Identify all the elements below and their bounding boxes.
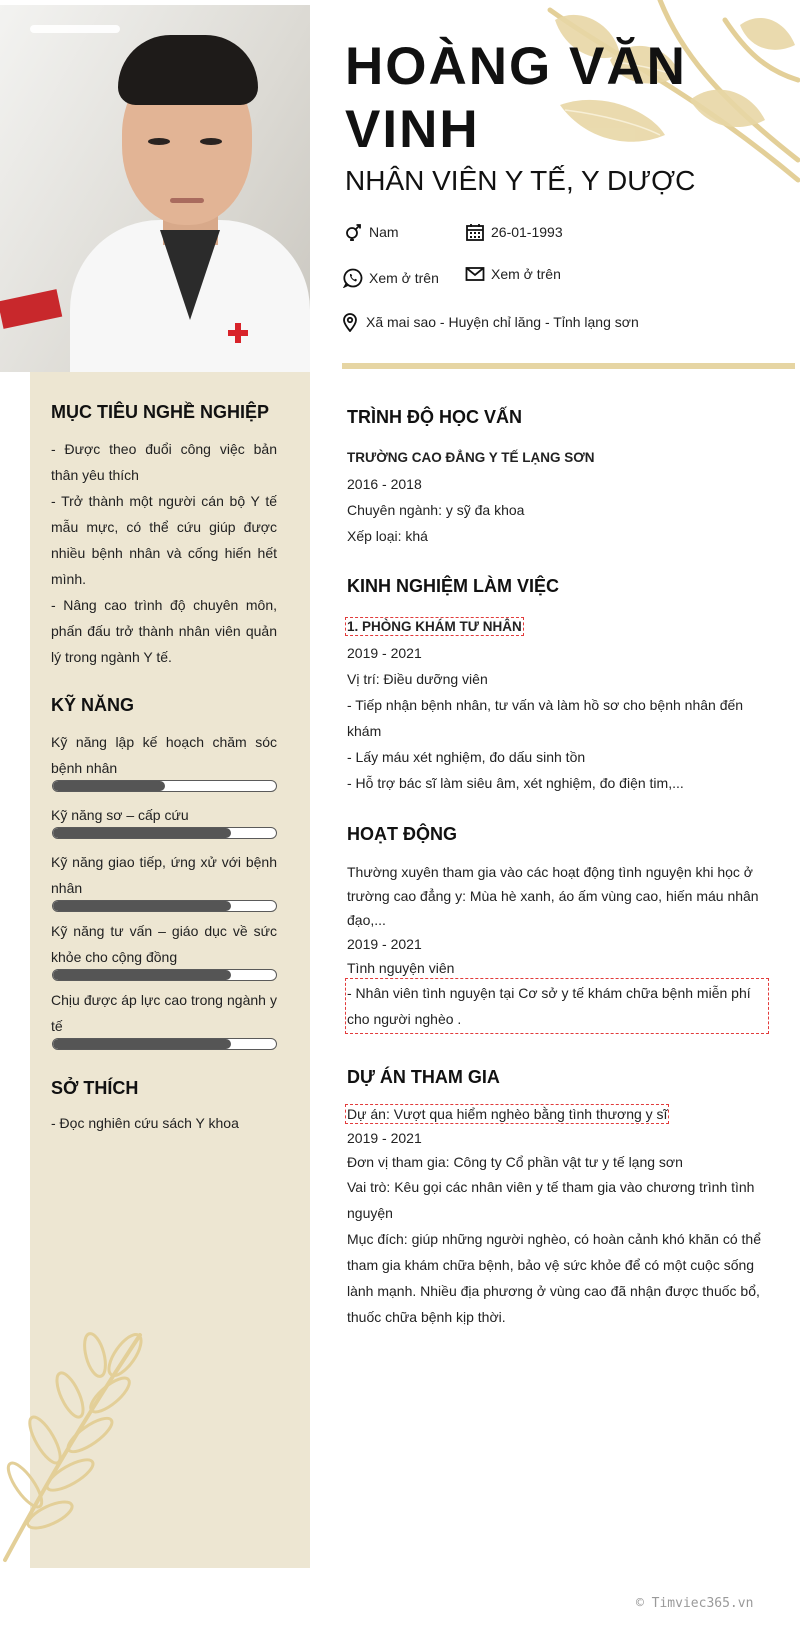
activities-description: Thường xuyên tham gia vào các hoạt động tình nguyện khi học ở trường cao đẳng y: Mùa hè xanh, áo ấm vùng cao, hiến máu nhân đạo,... xyxy=(347,864,759,928)
experience-duty: - Hỗ trợ bác sĩ làm siêu âm, xét nghiệm, đo điện tim,... xyxy=(347,775,684,791)
address-info xyxy=(340,312,639,332)
education-period: 2016 - 2018 xyxy=(347,476,422,492)
experience-period: 2019 - 2021 xyxy=(347,645,422,661)
name-line-1: HOÀNG VĂN xyxy=(345,37,687,96)
skill-level-fill xyxy=(53,901,231,911)
header-divider xyxy=(342,363,795,369)
activities-content xyxy=(347,860,767,1032)
skills-title: KỸ NĂNG xyxy=(51,695,135,715)
experience-duty: - Tiếp nhận bệnh nhân, tư vấn và làm hồ sơ cho bệnh nhân đến khám xyxy=(347,697,744,739)
phone-info xyxy=(343,268,439,288)
project-name: Dự án: Vượt qua hiểm nghèo bằng tình thương y sĩ xyxy=(347,1106,668,1122)
project-organization: Đơn vị tham gia: Công ty Cổ phần vật tư y tế lạng sơn xyxy=(347,1154,683,1170)
skill-name: Chịu được áp lực cao trong ngành y tế xyxy=(51,992,277,1034)
projects-content xyxy=(347,1102,767,1330)
hobbies-title: SỞ THÍCH xyxy=(51,1078,139,1098)
job-title: NHÂN VIÊN Y TẾ, Y DƯỢC xyxy=(345,165,696,196)
project-period: 2019 - 2021 xyxy=(347,1130,422,1146)
school-name: TRƯỜNG CAO ĐẲNG Y TẾ LẠNG SƠN xyxy=(347,450,595,465)
objective-content xyxy=(51,436,277,670)
gender-value: Nam xyxy=(369,224,399,240)
name-line-2: VINH xyxy=(345,100,480,159)
skill-level-bar xyxy=(52,969,277,981)
address-value: Xã mai sao - Huyện chỉ lăng - Tỉnh lạng sơn xyxy=(366,314,639,330)
skill-level-bar xyxy=(52,780,277,792)
experience-company: 1. PHÒNG KHÁM TƯ NHÂN xyxy=(347,619,522,634)
gender-icon xyxy=(343,222,363,242)
skill-level-bar xyxy=(52,827,277,839)
skill-name: Kỹ năng giao tiếp, ứng xử với bệnh nhân xyxy=(51,854,277,896)
education-title: TRÌNH ĐỘ HỌC VẤN xyxy=(347,407,522,427)
project-role: Vai trò: Kêu gọi các nhân viên y tế tham gia vào chương trình tình nguyện xyxy=(347,1179,755,1221)
education-content xyxy=(347,445,767,549)
projects-title: DỰ ÁN THAM GIA xyxy=(347,1067,500,1087)
profile-photo xyxy=(0,5,310,372)
skill-level-fill xyxy=(53,970,231,980)
location-icon xyxy=(340,312,360,332)
experience-duty: - Lấy máu xét nghiệm, đo dấu sinh tồn xyxy=(347,749,586,765)
birthday-info xyxy=(465,222,563,242)
skill-name: Kỹ năng lập kế hoạch chăm sóc bệnh nhân xyxy=(51,734,277,776)
objective-line: - Trở thành một người cán bộ Y tế mẫu mực, có thể cứu giúp được nhiều bệnh nhân và cống hiến hết mình. xyxy=(51,493,277,587)
hobby-item: - Đọc nghiên cứu sách Y khoa xyxy=(51,1115,239,1131)
leaf-decoration-bottom xyxy=(0,1325,160,1565)
calendar-icon xyxy=(465,222,485,242)
education-major: Chuyên ngành: y sỹ đa khoa xyxy=(347,502,525,518)
phone-icon xyxy=(343,268,363,288)
activities-detail: - Nhân viên tình nguyện tại Cơ sở y tế khám chữa bệnh miễn phí cho người nghèo . xyxy=(347,980,767,1032)
skill-level-fill xyxy=(53,781,165,791)
birthday-value: 26-01-1993 xyxy=(491,224,563,240)
email-info xyxy=(465,264,561,284)
skill-level-fill xyxy=(53,828,231,838)
education-grade: Xếp loại: khá xyxy=(347,528,428,544)
project-purpose: Mục đích: giúp những người nghèo, có hoàn cảnh khó khăn có thể tham gia khám chữa bệnh, bảo vệ sức khỏe để có một cuộc sống lành mạnh. Nhiều địa phương ở vùng cao đã nhận được thuốc bổ, thuốc chữa bệnh kịp thời. xyxy=(347,1231,761,1325)
skill-level-fill xyxy=(53,1039,231,1049)
objective-line: - Được theo đuổi công việc bản thân yêu thích xyxy=(51,441,277,483)
objective-line: - Nâng cao trình độ chuyên môn, phấn đấu trở thành nhân viên quản lý trong ngành Y tế. xyxy=(51,597,277,665)
objective-title: MỤC TIÊU NGHỀ NGHIỆP xyxy=(51,402,270,422)
experience-content xyxy=(347,613,767,796)
mail-icon xyxy=(465,264,485,284)
experience-position: Vị trí: Điều dưỡng viên xyxy=(347,671,488,687)
watermark: © Timviec365.vn xyxy=(636,1596,754,1611)
skill-level-bar xyxy=(52,900,277,912)
activities-period: 2019 - 2021 xyxy=(347,936,422,952)
activities-title: HOẠT ĐỘNG xyxy=(347,824,457,844)
candidate-name xyxy=(345,35,765,161)
gender-info xyxy=(343,222,399,242)
phone-value: Xem ở trên xyxy=(369,270,439,286)
skill-level-bar xyxy=(52,1038,277,1050)
skill-name: Kỹ năng sơ – cấp cứu xyxy=(51,807,189,823)
experience-title: KINH NGHIỆM LÀM VIỆC xyxy=(347,576,560,596)
activities-role: Tình nguyện viên xyxy=(347,960,455,976)
email-value: Xem ở trên xyxy=(491,266,561,282)
skill-name: Kỹ năng tư vấn – giáo dục về sức khỏe cho cộng đồng xyxy=(51,923,277,965)
